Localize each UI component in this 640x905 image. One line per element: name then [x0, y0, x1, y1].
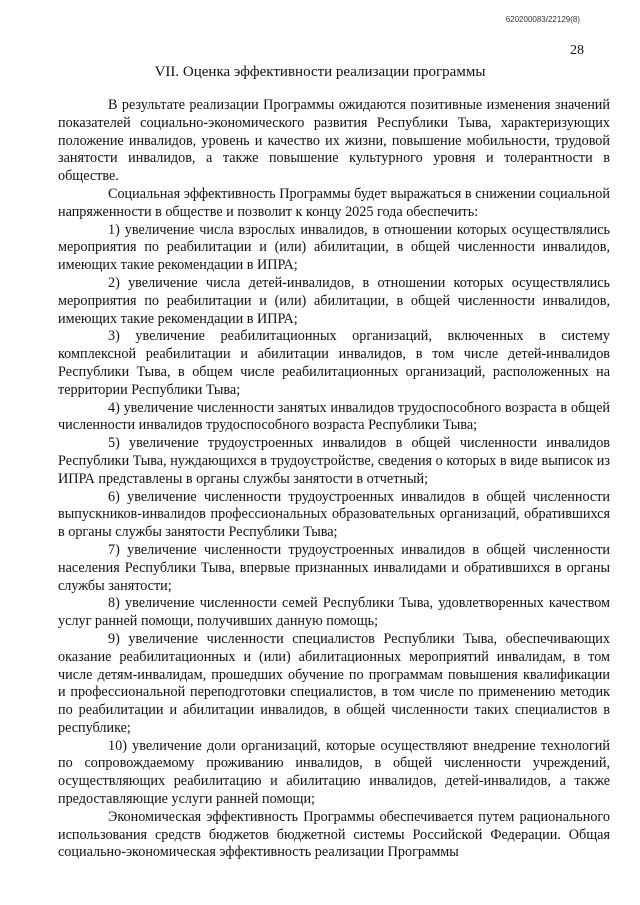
paragraph: В результате реализации Программы ожидаются позитивные изменения значений показателей социально-экономического развития Республики Тыва, характеризующих положение инвалидов, уровень и качество их жизни, повышение мобильности, трудовой занятости инвалидов, а также повышение культурного уровня и толерантности в обществе. — [58, 97, 610, 185]
list-item: 8) увеличение численности семей Республики Тыва, удовлетворенных качеством услуг ранней помощи, получивших данную помощь; — [58, 595, 610, 630]
list-item: 5) увеличение трудоустроенных инвалидов в общей численности инвалидов Республики Тыва, нуждающихся в трудоустройстве, сведения о которых в виде выписок из ИПРА представлены в органы службы занятости в отчетный; — [58, 435, 610, 487]
list-item: 2) увеличение числа детей-инвалидов, в отношении которых осуществлялись мероприятия по реабилитации и (или) абилитации, в общей численности инвалидов, имеющих такие рекомендации в ИПРА; — [58, 274, 610, 327]
list-item: 6) увеличение численности трудоустроенных инвалидов в общей численности выпускников-инвалидов профессиональных образовательных организаций, обратившихся в органы службы занятости Республики Тыва; — [58, 488, 610, 541]
page-number: 28 — [570, 43, 584, 58]
list-item: 7) увеличение численности трудоустроенных инвалидов в общей численности населения Республики Тыва, впервые признанных инвалидами и обратившихся в органы службы занятости; — [58, 541, 610, 594]
document-body — [58, 97, 610, 862]
list-item: 10) увеличение доли организаций, которые осуществляют внедрение технологий по сопровождаемому проживанию инвалидов, в общей численности учреждений, осуществляющих реабилитацию и абилитацию инвалидов, детей-инвалидов, а также предоставляющие услуги ранней помощи; — [58, 737, 610, 808]
list-item: 1) увеличение числа взрослых инвалидов, в отношении которых осуществлялись мероприятия по реабилитации и (или) абилитации, в общей численности инвалидов, имеющих такие рекомендации в ИПРА; — [58, 221, 610, 274]
list-item: 4) увеличение численности занятых инвалидов трудоспособного возраста в общей численности инвалидов трудоспособного возраста Республики Тыва; — [58, 399, 610, 434]
list-item: 9) увеличение численности специалистов Республики Тыва, обеспечивающих оказание реабилитационных и (или) абилитационных мероприятий инвалидам, в том числе детям-инвалидам, прошедших обучение по программам повышения квалификации и профессиональной переподготовки специалистов, в том числе по применению методик по реабилитации и абилитации инвалидов, в общей численности таких специалистов в республике; — [58, 630, 610, 736]
paragraph: Экономическая эффективность Программы обеспечивается путем рационального использования средств бюджетов бюджетной системы Российской Федерации. Общая социально-экономическая эффективность реализации Программы — [58, 808, 610, 861]
document-code: 620200083/22129(8) — [505, 15, 580, 24]
list-item: 3) увеличение реабилитационных организаций, включенных в систему комплексной реабилитации и абилитации инвалидов, в том числе детей-инвалидов Республики Тыва, в общем числе реабилитационных организаций, расположенных на территории Республики Тыва; — [58, 328, 610, 398]
section-title: VII. Оценка эффективности реализации программы — [154, 64, 486, 80]
paragraph: Социальная эффективность Программы будет выражаться в снижении социальной напряженности в обществе и позволит к концу 2025 года обеспечить: — [58, 185, 610, 220]
